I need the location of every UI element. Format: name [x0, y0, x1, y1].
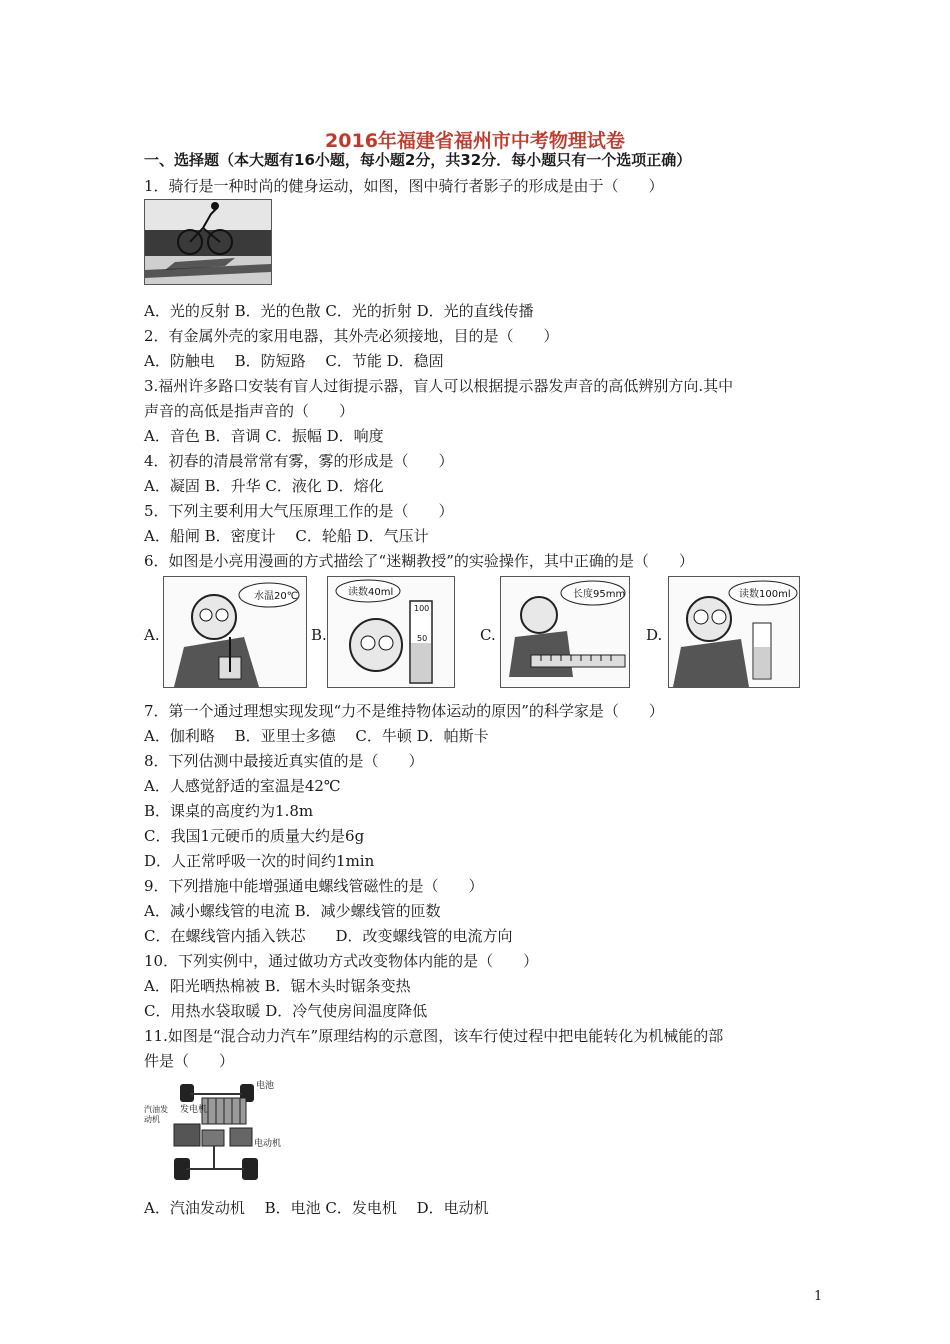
question-2-options: A．防触电 B．防短路 C．节能 D．稳固 — [144, 352, 444, 370]
question-5-stem: 5．下列主要利用大气压原理工作的是（ ） — [144, 502, 454, 520]
bubble-b-text: 读数40ml — [348, 587, 394, 598]
question-6-stem: 6．如图是小亮用漫画的方式描绘了“迷糊教授”的实验操作，其中正确的是（ ） — [144, 552, 694, 570]
page-number: 1 — [814, 1289, 823, 1304]
question-6-label-c: C. — [480, 626, 496, 644]
question-7-stem: 7．第一个通过理想实现发现“力不是维持物体运动的原因”的科学家是（ ） — [144, 702, 664, 720]
question-7-options: A．伽利略 B．亚里士多德 C．牛顿 D．帕斯卡 — [144, 727, 489, 745]
question-6-label-b: B. — [311, 626, 327, 644]
bubble-c-text: 长度95mm — [573, 589, 626, 600]
question-9-options-cd: C．在螺线管内插入铁芯 D．改变螺线管的电流方向 — [144, 927, 513, 945]
question-11-stem-line1: 11.如图是“混合动力汽车”原理结构的示意图，该车行使过程中把电能转化为机械能的部 — [144, 1027, 724, 1045]
question-3-stem-line2: 声音的高低是指声音的（ ） — [144, 402, 355, 420]
label-generator: 发电机 — [180, 1105, 208, 1115]
question-6-label-d: D. — [646, 626, 663, 644]
professor-cylinder-image — [327, 576, 455, 688]
question-8-option-d: D．人正常呼吸一次的时间约1min — [144, 852, 375, 870]
question-10-stem: 10．下列实例中，通过做功方式改变物体内能的是（ ） — [144, 952, 539, 970]
question-6-label-a: A. — [144, 626, 160, 644]
bubble-d-text: 读数100ml — [739, 589, 791, 600]
question-9-stem: 9．下列措施中能增强通电螺线管磁性的是（ ） — [144, 877, 484, 895]
professor-ruler-image — [500, 576, 630, 688]
page-title: 2016年福建省福州市中考物理试卷 — [325, 130, 625, 152]
label-battery: 电池 — [256, 1081, 275, 1091]
section-heading: 一、选择题（本大题有16小题，每小题2分，共32分．每小题只有一个选项正确） — [144, 151, 692, 169]
question-10-options-ab: A．阳光晒热棉被 B．锯木头时锯条变热 — [144, 977, 411, 995]
question-8-option-c: C．我国1元硬币的质量大约是6g — [144, 827, 365, 845]
question-4-options: A．凝固 B．升华 C．液化 D．熔化 — [144, 477, 384, 495]
question-4-stem: 4．初春的清晨常常有雾，雾的形成是（ ） — [144, 452, 454, 470]
question-11-stem-line2: 件是（ ） — [144, 1052, 235, 1070]
question-10-options-cd: C．用热水袋取暖 D．冷气使房间温度降低 — [144, 1002, 428, 1020]
professor-thermometer-image — [163, 576, 307, 688]
professor-reading-image — [668, 576, 800, 688]
question-9-options-ab: A．减小螺线管的电流 B．减少螺线管的匝数 — [144, 902, 441, 920]
question-2-stem: 2．有金属外壳的家用电器，其外壳必须接地，目的是（ ） — [144, 327, 559, 345]
label-motor: 电动机 — [254, 1139, 282, 1149]
question-1-stem: 1．骑行是一种时尚的健身运动，如图，图中骑行者影子的形成是由于（ ） — [144, 177, 664, 195]
question-5-options: A．船闸 B．密度计 C．轮船 D．气压计 — [144, 527, 429, 545]
bubble-a-text: 水温20℃ — [254, 591, 298, 602]
hybrid-car-diagram — [144, 1076, 294, 1186]
cylinder-tick-50: 50 — [417, 634, 428, 643]
cylinder-tick-100: 100 — [414, 604, 430, 613]
question-8-stem: 8．下列估测中最接近真实值的是（ ） — [144, 752, 424, 770]
question-3-stem-line1: 3.福州许多路口安装有盲人过街提示器，盲人可以根据提示器发声音的高低辨别方向.其中 — [144, 377, 734, 395]
question-3-options: A．音色 B．音调 C．振幅 D．响度 — [144, 427, 384, 445]
label-engine-1: 汽油发 — [144, 1105, 168, 1114]
question-1-options: A．光的反射 B．光的色散 C．光的折射 D．光的直线传播 — [144, 302, 534, 320]
cyclist-image — [144, 199, 272, 285]
label-engine-2: 动机 — [144, 1115, 160, 1124]
question-8-option-a: A．人感觉舒适的室温是42℃ — [144, 777, 341, 795]
question-11-options: A．汽油发动机 B．电池 C．发电机 D．电动机 — [144, 1199, 489, 1217]
question-8-option-b: B．课桌的高度约为1.8m — [144, 802, 314, 820]
